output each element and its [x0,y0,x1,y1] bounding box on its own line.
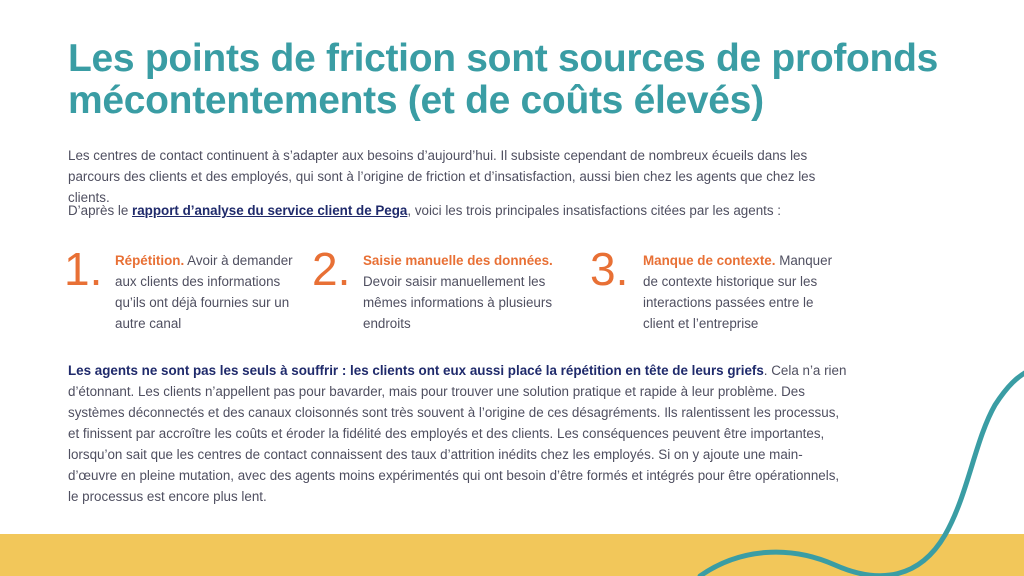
pain-point-number: 3. [590,243,629,295]
pain-point-body: Avoir à demander aux clients des informations qu’ils ont déjà fournies sur un autre canal [115,253,293,331]
pain-point-number: 1. [64,243,103,295]
pain-point-heading: Saisie manuelle des données. [363,253,553,268]
page-title: Les points de friction sont sources de profonds mécontentements (et de coûts élevés) [68,37,938,122]
agents-line-after: , voici les trois principales insatisfactions citées par les agents : [407,203,781,218]
pain-point-body: Manquer de contexte historique sur les interactions passées entre le client et l’entreprise [643,253,833,331]
agents-line-before: D’après le [68,203,133,218]
pain-point-heading: Répétition. [115,253,185,268]
pain-point-heading: Manque de contexte. [643,253,776,268]
pain-point-body: Devoir saisir manuellement les mêmes informations à plusieurs endroits [363,274,553,331]
pain-point-number: 2. [312,243,351,295]
intro-paragraph: Les centres de contact continuent à s’adapter aux besoins d’aujourd’hui. Il subsiste cependant de nombreux écueils dans les parcours des clients et des employés, qui sont à l’origine de friction et d’insatisfaction, aussi bien chez les agents que chez les clients. [68,148,816,205]
pega-report-link[interactable]: rapport d’analyse du service client de Pega [132,203,408,218]
conclusion-lead: Les agents ne sont pas les seuls à souffrir : les clients ont eux aussi placé la répétition en tête de leurs griefs [68,363,764,378]
wave-line [700,370,1024,576]
conclusion-body: . Cela n’a rien d’étonnant. Les clients n’appellent pas pour bavarder, mais pour trouver une solution pratique et rapide à leur problème. Des systèmes déconnectés et des canaux cloisonnés sont très souvent à l’origine de ces désagréments. Ils ralentissent les processus, et finissent par accroître les coûts et éroder la fidélité des employés et des clients. Les conséquences peuvent être importantes, lorsqu’on sait que les centres de contact connaissent des taux d’attrition inédits chez les employés. Si on y ajoute une main-d’œuvre en pleine mutation, avec des agents moins expérimentés qui ont besoin d’être formés et intégrés pour être opérationnels, le processus est encore plus lent. [68,363,847,504]
